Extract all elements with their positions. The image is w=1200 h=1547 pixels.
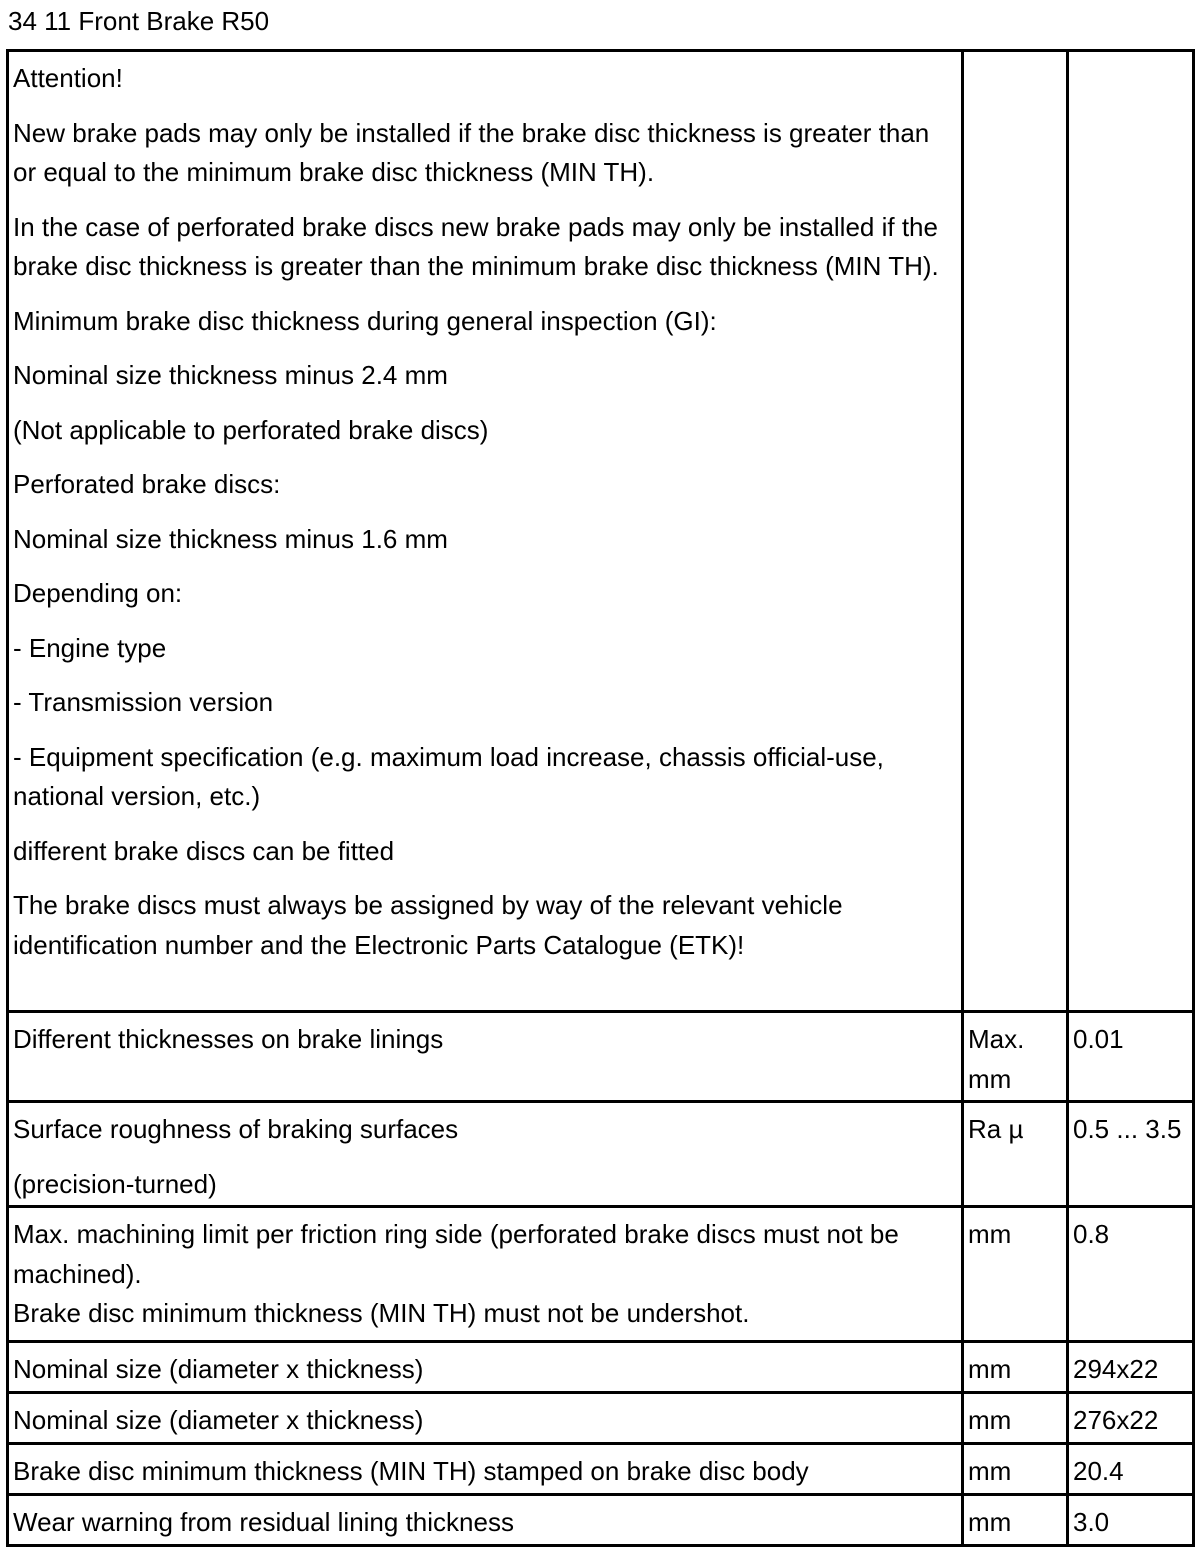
table-row: [8, 1495, 1194, 1546]
row-unit: Ra µ: [963, 1102, 1068, 1207]
row-value: 0.5 ... 3.5: [1068, 1102, 1194, 1207]
attention-list-item: - Engine type: [13, 632, 167, 663]
attention-paragraph: Perforated brake discs:: [13, 469, 281, 499]
row-unit: Max. mm: [963, 1012, 1068, 1102]
row-value: 0.01: [1068, 1012, 1194, 1102]
attention-cell: [8, 51, 963, 1012]
row-value: 20.4: [1068, 1444, 1194, 1495]
attention-paragraph: The brake discs must always be assigned by way of the relevant vehicle identification number and the Electronic Parts Catalogue (ETK)!: [13, 890, 843, 960]
table-row: [8, 1393, 1194, 1444]
attention-paragraph: Depending on:: [13, 578, 183, 608]
row-description: Surface roughness of braking surfaces: [13, 1114, 459, 1144]
attention-paragraph: In the case of perforated brake discs new brake pads may only be installed if the brake disc thickness is greater than the minimum brake disc thickness (MIN TH).: [13, 211, 939, 281]
row-value: 294x22: [1068, 1342, 1194, 1393]
row-description: Max. machining limit per friction ring side (perforated brake discs must not be machined).: [13, 1219, 899, 1289]
table-row: [8, 1102, 1194, 1207]
attention-row: [8, 51, 1194, 1012]
document-title: 34 11 Front Brake R50: [8, 6, 270, 36]
attention-heading: Attention!: [13, 63, 123, 93]
attention-paragraph: different brake discs can be fitted: [13, 835, 395, 866]
row-description-note: (precision-turned): [13, 1168, 217, 1199]
row-description: Wear warning from residual lining thickness: [8, 1495, 963, 1546]
row-unit: mm: [963, 1444, 1068, 1495]
attention-unit-cell: [963, 51, 1068, 1012]
row-unit: mm: [963, 1342, 1068, 1393]
table-row: [8, 1342, 1194, 1393]
row-description: Nominal size (diameter x thickness): [8, 1342, 963, 1393]
row-description: Different thicknesses on brake linings: [8, 1012, 963, 1102]
row-unit: mm: [963, 1393, 1068, 1444]
row-unit: mm: [963, 1207, 1068, 1342]
specification-table: [6, 49, 1195, 1547]
attention-paragraph: New brake pads may only be installed if the brake disc thickness is greater than or equal to the minimum brake disc thickness (MIN TH).: [13, 117, 930, 187]
attention-paragraph: Nominal size thickness minus 2.4 mm: [13, 360, 448, 390]
attention-list-item: - Equipment specification (e.g. maximum load increase, chassis official-use, national version, etc.): [13, 741, 884, 811]
row-description: Brake disc minimum thickness (MIN TH) stamped on brake disc body: [8, 1444, 963, 1495]
row-value: 0.8: [1068, 1207, 1194, 1342]
row-description: Nominal size (diameter x thickness): [8, 1393, 963, 1444]
table-row: [8, 1444, 1194, 1495]
table-row: [8, 1012, 1194, 1102]
row-description-note: Brake disc minimum thickness (MIN TH) must not be undershot.: [13, 1298, 750, 1328]
row-unit: mm: [963, 1495, 1068, 1546]
table-row: [8, 1207, 1194, 1342]
attention-paragraph: (Not applicable to perforated brake discs): [13, 414, 489, 445]
row-description-cell: [8, 1207, 963, 1342]
attention-value-cell: [1068, 51, 1194, 1012]
attention-paragraph: Nominal size thickness minus 1.6 mm: [13, 523, 448, 554]
row-value: 3.0: [1068, 1495, 1194, 1546]
attention-list-item: - Transmission version: [13, 687, 274, 717]
attention-paragraph: Minimum brake disc thickness during general inspection (GI):: [13, 305, 717, 336]
row-description-cell: [8, 1102, 963, 1207]
row-value: 276x22: [1068, 1393, 1194, 1444]
